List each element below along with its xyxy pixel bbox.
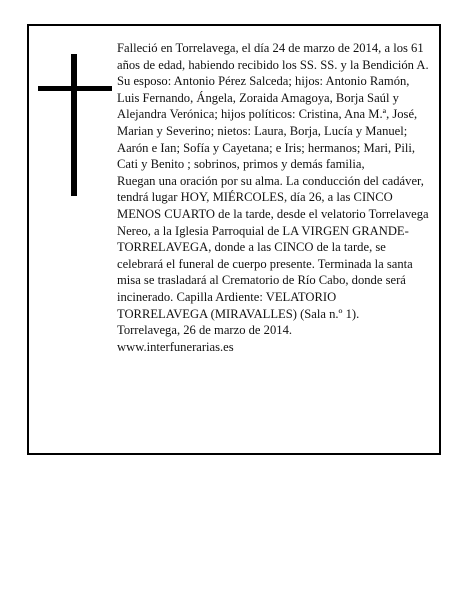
- obituary-notice: [27, 24, 441, 455]
- funeral-details: Ruegan una oración por su alma. La conducción del cadáver, tendrá lugar HOY, MIÉRCOLES, día 26, a las CINCO MENOS CUARTO de la tarde, desde el velatorio Torrelavega Nereo, a la Iglesia Parroquial de LA VIRGEN GRANDE-TORRELAVEGA, donde a las CINCO de la tarde, se celebrará el funeral de cuerpo presente. Terminada la santa misa se trasladará al Crematorio de Río Cabo, donde será incinerado. Capilla Ardiente: VELATORIO TORRELAVEGA (MIRAVALLES) (Sala n.º 1).: [117, 173, 429, 321]
- cross-vertical-bar: [71, 54, 77, 196]
- website-link[interactable]: www.interfunerarias.es: [117, 339, 234, 354]
- cross-icon: [38, 54, 112, 196]
- cross-horizontal-bar: [38, 86, 112, 91]
- place-and-date: Torrelavega, 26 de marzo de 2014.: [117, 323, 293, 338]
- family-list: Su esposo: Antonio Pérez Salceda; hijos: Antonio Ramón, Luis Fernando, Ángela, Zoraida Amagoya, Borja Saúl y Alejandra Verónica; hijos políticos: Cristina, Ana M.ª, José, Marian y Severino; nietos: Laura, Borja, Lucía y Manuel; Aarón e Ian; Sofía y Cayetana; e Iris; hermanos; Mari, Pili, Cati y Benito ; sobrinos, primos y demás familia,: [117, 74, 418, 172]
- notice-body: [117, 40, 429, 355]
- death-announcement: Falleció en Torrelavega, el día 24 de marzo de 2014, a los 61 años de edad, habiendo recibido los SS. SS. y la Bendición A.: [117, 41, 429, 72]
